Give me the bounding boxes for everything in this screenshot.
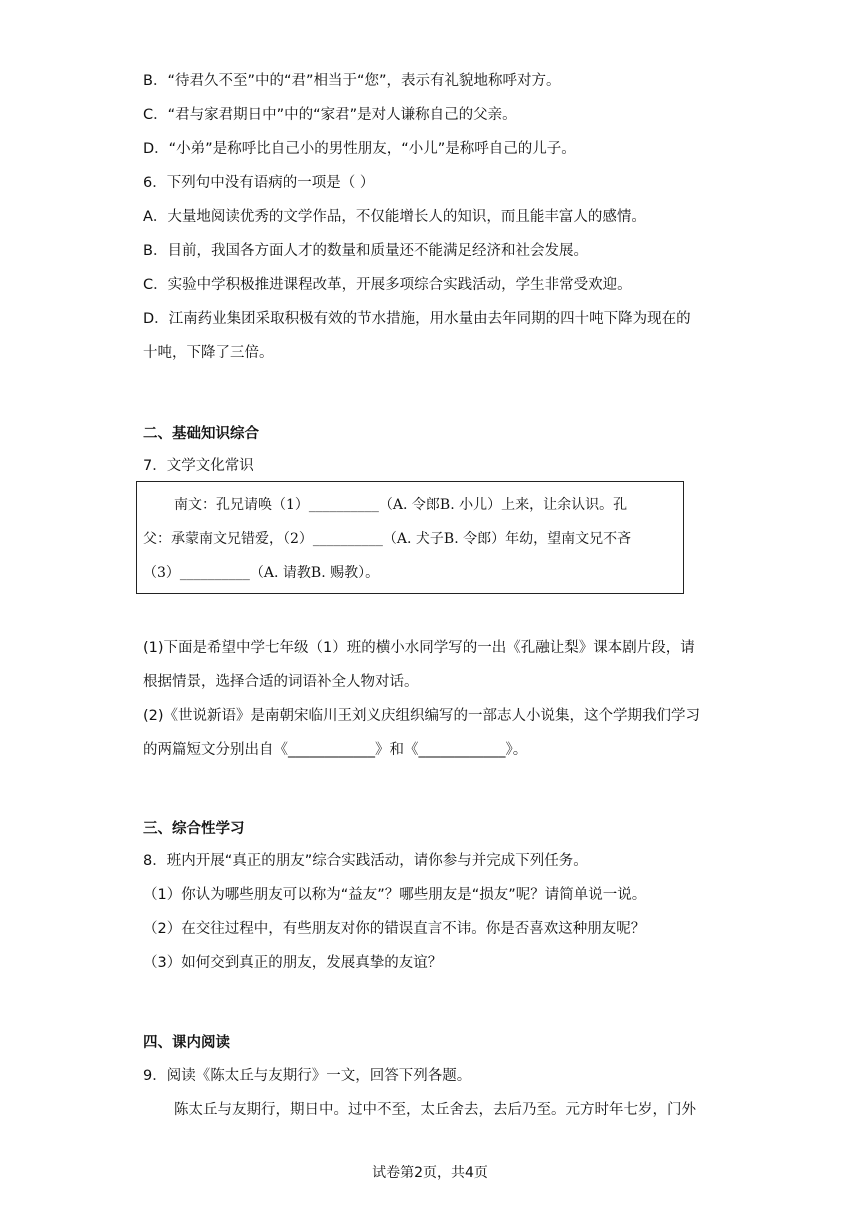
option-a-q6: A．大量地阅读优秀的文学作品，不仅能增长人的知识，而且能丰富人的感情。 (143, 209, 646, 225)
option-d-q6-cont: 十吨，下降了三倍。 (143, 345, 274, 361)
option-c-q5: C．“君与家君期日中”中的“家君”是对人谦称自己的父亲。 (143, 107, 517, 123)
question-8-task-1: （1）你认为哪些朋友可以称为“益友”？哪些朋友是“损友”呢？请简单说一说。 (143, 887, 647, 903)
question-7-sub-1: (1)下面是希望中学七年级（1）班的横小水同学写的一出《孔融让梨》课本剧片段，请 (143, 640, 695, 656)
question-7-sub-2: (2)《世说新语》是南朝宋临川王刘义庆组织编写的一部志人小说集，这个学期我们学习 (143, 708, 701, 724)
question-7-sub-1-cont: 根据情景，选择合适的词语补全人物对话。 (143, 674, 419, 690)
question-8: 8．班内开展“真正的朋友”综合实践活动，请你参与并完成下列任务。 (143, 853, 588, 869)
passage-text: 陈太丘与友期行，期日中。过中不至，太丘舍去，去后乃至。元方时年七岁，门外 (174, 1102, 696, 1118)
question-8-task-2: （2）在交往过程中，有些朋友对你的错误直言不讳。你是否喜欢这种朋友呢？ (143, 921, 646, 937)
question-8-task-3: （3）如何交到真正的朋友，发展真挚的友谊？ (143, 955, 443, 971)
option-b-q5: B．“待君久不至”中的“君”相当于“您”，表示有礼貌地称呼对方。 (143, 73, 561, 89)
section-2-heading: 二、基础知识综合 (143, 426, 259, 442)
dialogue-line-1: 南文：孔兄请唤（1）__________（A. 令郎B. 小儿）上来，让余认识。孔 (174, 497, 628, 513)
dialogue-line-2: 父：承蒙南文兄错爱，（2）__________（A. 犬子B. 令郎）年幼，望南文兄不吝 (143, 531, 632, 547)
question-7: 7．文学文化常识 (143, 458, 254, 474)
question-7-sub-2-cont: 的两篇短文分别出自《____________》和《____________》。 (143, 742, 528, 758)
page-footer: 试卷第2页，共4页 (372, 1165, 488, 1181)
question-6: 6．下列句中没有语病的一项是（ ） (143, 175, 375, 191)
dialogue-box (136, 481, 684, 594)
section-3-heading: 三、综合性学习 (143, 821, 245, 837)
option-c-q6: C．实验中学积极推进课程改革，开展多项综合实践活动，学生非常受欢迎。 (143, 277, 632, 293)
section-4-heading: 四、课内阅读 (143, 1035, 230, 1051)
dialogue-line-3: （3）__________（A. 请教B. 赐教）。 (143, 565, 380, 581)
option-d-q6: D．江南药业集团采取积极有效的节水措施，用水量由去年同期的四十吨下降为现在的 (143, 311, 691, 327)
option-d-q5: D．“小弟”是称呼比自己小的男性朋友，“小儿”是称呼自己的儿子。 (143, 141, 576, 157)
option-b-q6: B．目前，我国各方面人才的数量和质量还不能满足经济和社会发展。 (143, 243, 588, 259)
question-9: 9．阅读《陈太丘与友期行》一文，回答下列各题。 (143, 1068, 472, 1084)
